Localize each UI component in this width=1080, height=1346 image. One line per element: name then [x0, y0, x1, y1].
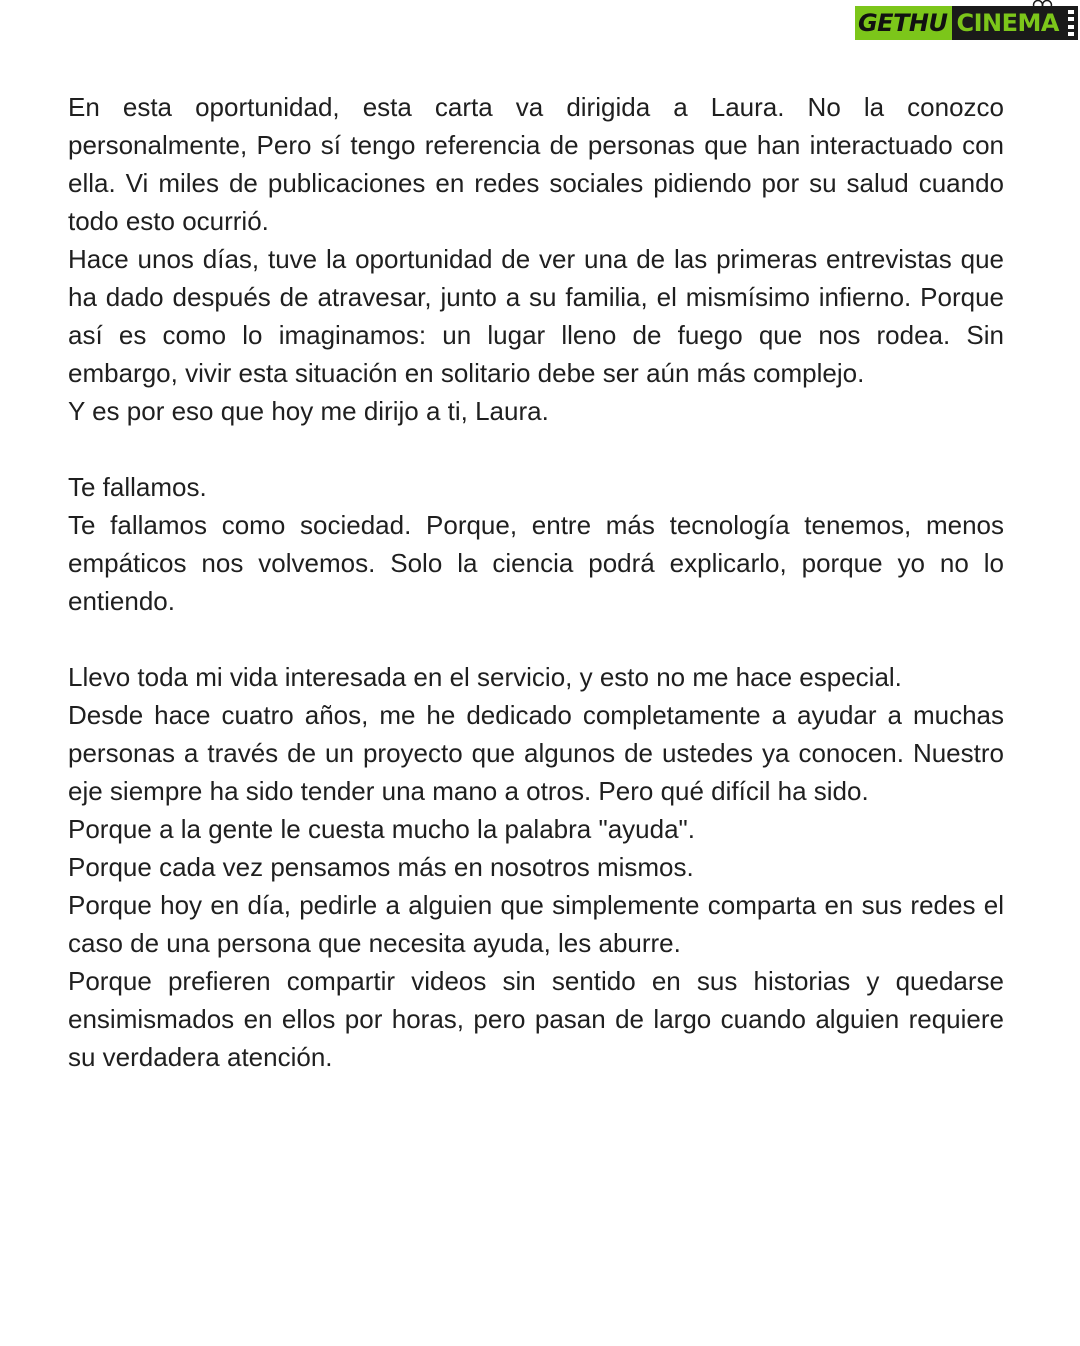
paragraph: Te fallamos. [68, 472, 207, 502]
paragraph: Te fallamos como sociedad. Porque, entre más tecnología tenemos, menos empáticos nos volvemos. Solo la ciencia podrá explicarlo, porque yo no lo entiendo. [68, 510, 1004, 616]
paragraph: Hace unos días, tuve la oportunidad de ver una de las primeras entrevistas que ha dado después de atravesar, junto a su familia, el mismísimo infierno. Porque así es como lo imaginamos: un lugar lleno de fuego que nos rodea. Sin embargo, vivir esta situación en solitario debe ser aún más complejo. [68, 244, 1004, 388]
paragraph: Porque prefieren compartir videos sin sentido en sus historias y quedarse ensimismados en ellos por horas, pero pasan de largo cuando alguien requiere su verdadera atención. [68, 966, 1004, 1072]
camera-icon [1032, 0, 1054, 11]
paragraph: Y es por eso que hoy me dirijo a ti, Laura. [68, 396, 549, 426]
letter-body [68, 88, 1004, 1076]
film-strip-icon [1064, 6, 1078, 40]
paragraph-gap [68, 620, 1004, 658]
paragraph: Desde hace cuatro años, me he dedicado completamente a ayudar a muchas personas a través de un proyecto que algunos de ustedes ya conocen. Nuestro eje siempre ha sido tender una mano a otros. Pero qué difícil ha sido. [68, 700, 1004, 806]
logo-part-cinema [952, 6, 1064, 40]
paragraph: Porque hoy en día, pedirle a alguien que simplemente comparta en sus redes el caso de una persona que necesita ayuda, les aburre. [68, 890, 1004, 958]
paragraph: Porque cada vez pensamos más en nosotros mismos. [68, 852, 694, 882]
paragraph: Porque a la gente le cuesta mucho la palabra "ayuda". [68, 814, 695, 844]
paragraph: Llevo toda mi vida interesada en el servicio, y esto no me hace especial. [68, 662, 902, 692]
paragraph-gap [68, 430, 1004, 468]
logo-part-gethu: GETHU [855, 6, 952, 40]
logo-cinema-text: CINEMA [956, 9, 1059, 37]
gethucinema-logo [855, 6, 1078, 40]
paragraph: En esta oportunidad, esta carta va dirigida a Laura. No la conozco personalmente, Pero sí tengo referencia de personas que han interactuado con ella. Vi miles de publicaciones en redes sociales pidiendo por su salud cuando todo esto ocurrió. [68, 92, 1004, 236]
